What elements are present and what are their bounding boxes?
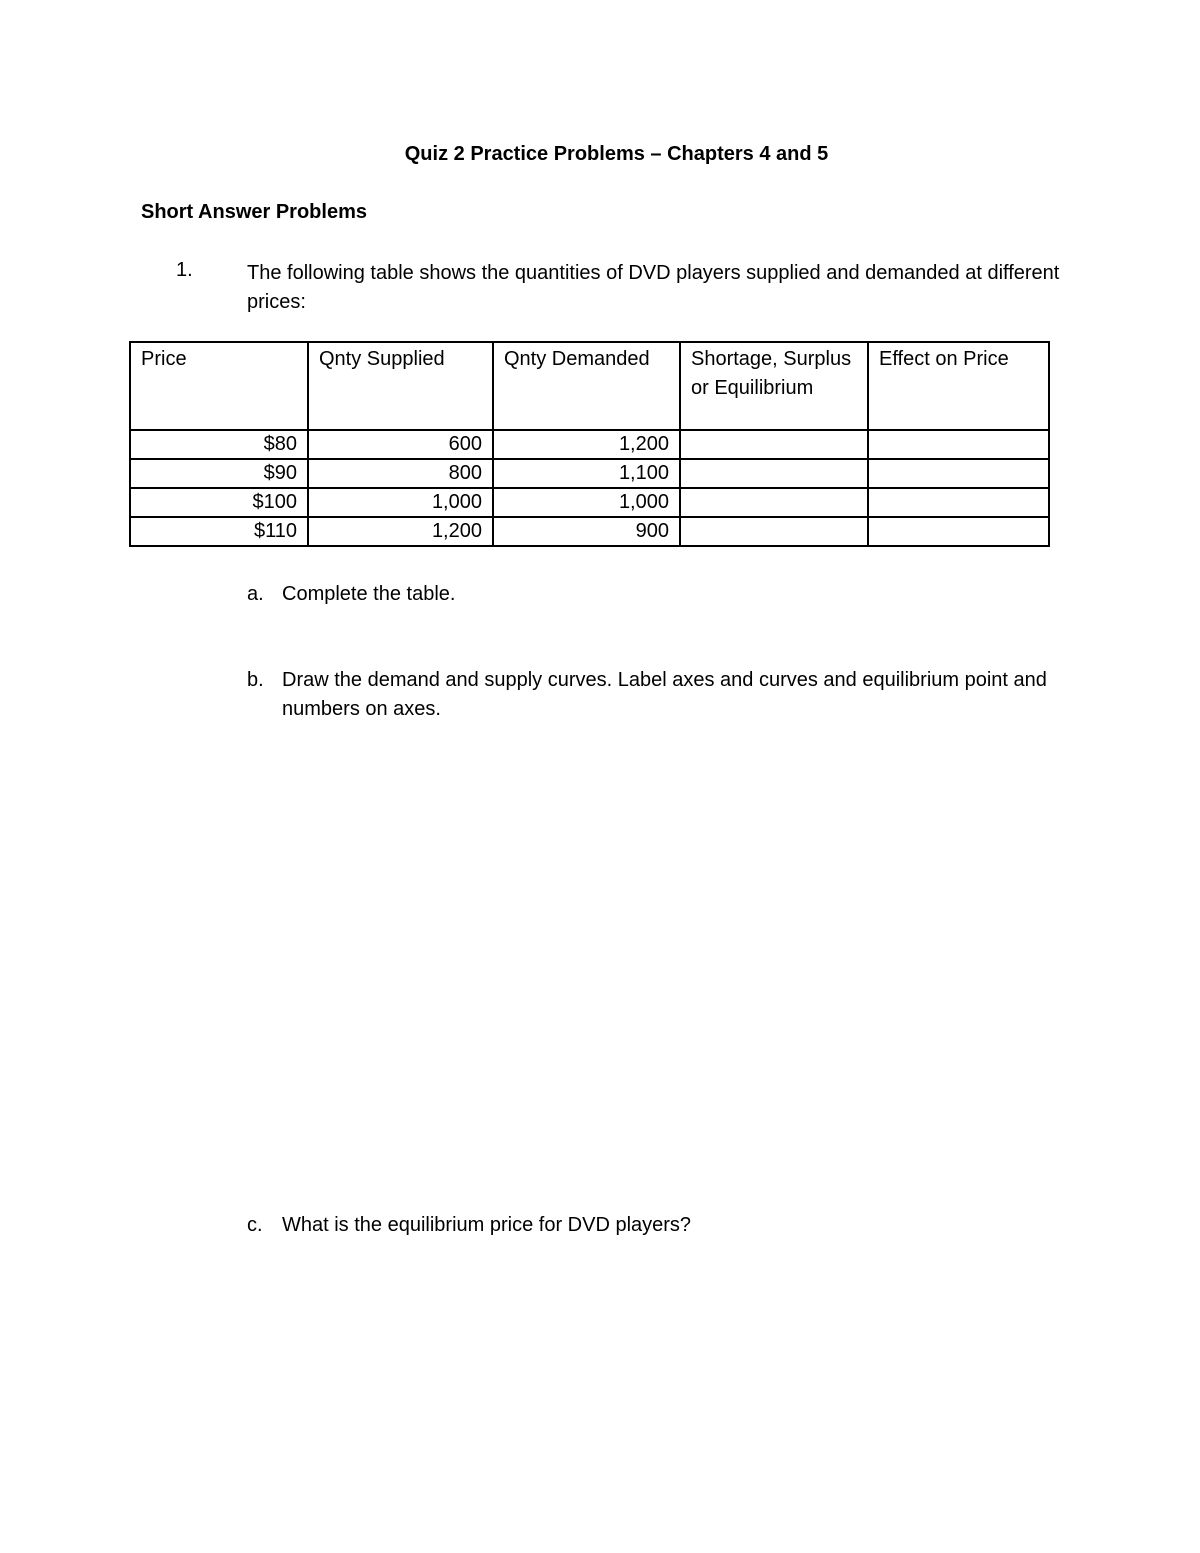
sub-question-text: What is the equilibrium price for DVD players?	[282, 1214, 692, 1236]
table-header-row	[130, 342, 1049, 430]
cell-demanded: 1,100	[493, 459, 680, 488]
cell-demanded: 1,200	[493, 430, 680, 459]
cell-supplied: 800	[308, 459, 493, 488]
header-effect-on-price: Effect on Price	[868, 342, 1049, 430]
cell-supplied: 1,200	[308, 517, 493, 546]
cell-effect	[868, 430, 1049, 459]
cell-price: $90	[130, 459, 308, 488]
cell-effect	[868, 488, 1049, 517]
problem-number: 1.	[176, 259, 193, 281]
cell-status	[680, 459, 868, 488]
cell-supplied: 600	[308, 430, 493, 459]
sub-question-b	[247, 666, 1047, 724]
cell-status	[680, 517, 868, 546]
sub-question-letter: c.	[247, 1214, 263, 1236]
cell-effect	[868, 459, 1049, 488]
cell-price: $80	[130, 430, 308, 459]
table-row	[130, 488, 1049, 517]
section-heading: Short Answer Problems	[141, 201, 367, 223]
sub-question-text: Complete the table.	[282, 583, 456, 605]
header-price: Price	[130, 342, 308, 430]
sub-question-a	[247, 580, 1047, 609]
sub-question-c	[247, 1211, 1047, 1240]
cell-demanded: 1,000	[493, 488, 680, 517]
header-qnty-demanded: Qnty Demanded	[493, 342, 680, 430]
page-title: Quiz 2 Practice Problems – Chapters 4 and 5	[404, 143, 829, 165]
header-qnty-supplied: Qnty Supplied	[308, 342, 493, 430]
sub-question-text: Draw the demand and supply curves. Label axes and curves and equilibrium point and numbers on axes.	[282, 669, 1047, 720]
cell-price: $110	[130, 517, 308, 546]
cell-effect	[868, 517, 1049, 546]
problem-text: The following table shows the quantities of DVD players supplied and demanded at different prices:	[247, 262, 1060, 313]
table-row	[130, 459, 1049, 488]
cell-demanded: 900	[493, 517, 680, 546]
cell-status	[680, 488, 868, 517]
table-row	[130, 517, 1049, 546]
table-row	[130, 430, 1049, 459]
sub-question-letter: b.	[247, 669, 264, 691]
header-shortage-surplus: Shortage, Surplus or Equilibrium	[680, 342, 868, 430]
supply-demand-table	[129, 341, 1050, 547]
sub-question-letter: a.	[247, 583, 264, 605]
cell-supplied: 1,000	[308, 488, 493, 517]
cell-price: $100	[130, 488, 308, 517]
cell-status	[680, 430, 868, 459]
